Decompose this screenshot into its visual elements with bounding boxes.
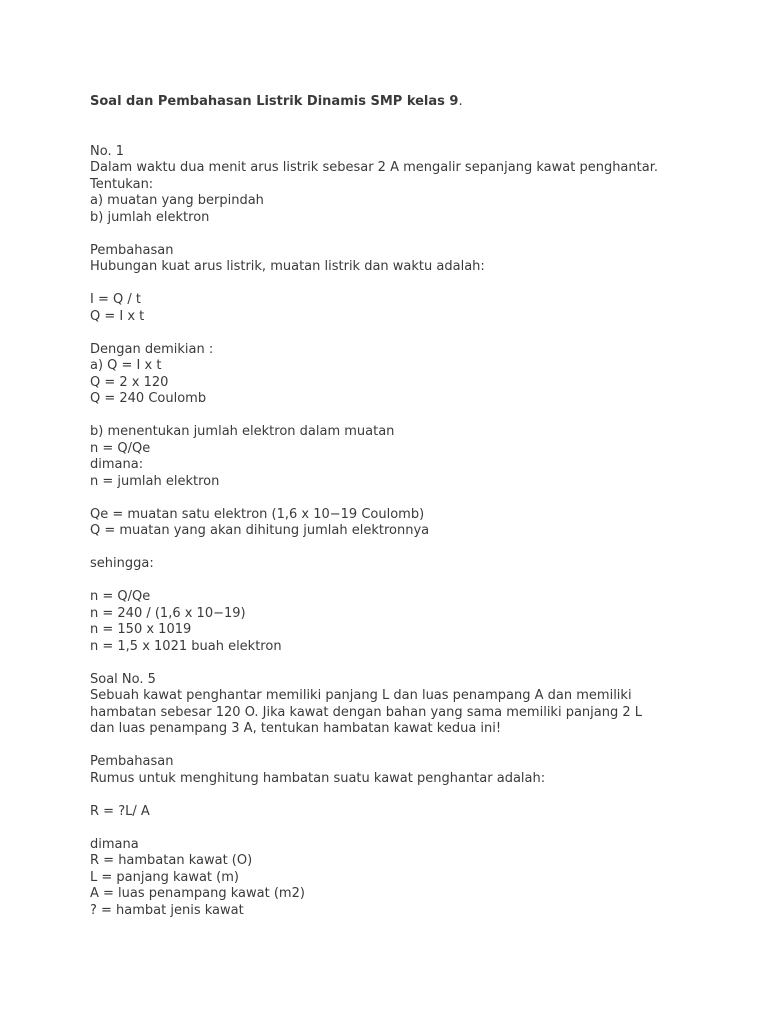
text-line: I = Q / t [90,292,141,307]
text-line: b) jumlah elektron [90,209,210,225]
document-title-text: Soal dan Pembahasan Listrik Dinamis SMP kelas 9 [90,94,459,109]
blank-line [90,655,740,672]
text-line: Q = muatan yang akan dihitung jumlah elektronnya [90,523,430,538]
text-line: dimana: [90,457,144,472]
text-line: A = luas penampang kawat (m2) [90,886,305,901]
blank-line [90,540,740,557]
text-line: a) muatan yang berpindah [90,193,264,208]
text-line: R = ?L/ A [90,803,150,819]
text-line: n = Q/Qe [90,440,151,456]
text-line: b) menentukan jumlah elektron dalam muatan [90,424,395,439]
text-line: Rumus untuk menghitung hambatan suatu kawat penghantar adalah: [90,770,546,786]
text-line: Q = 240 Coulomb [90,391,207,406]
text-line: L = panjang kawat (m) [90,869,239,885]
document-title-suffix: . [458,94,463,109]
title-spacer [90,111,740,144]
blank-line [90,738,740,755]
blank-line [90,787,740,804]
text-line: Tentukan: [90,176,154,192]
blank-line [90,226,740,243]
text-line: Sebuah kawat penghantar memiliki panjang L dan luas penampang A dan memiliki [90,688,632,703]
text-line: Q = I x t [90,308,145,324]
blank-line [90,820,740,837]
text-line: n = 240 / (1,6 x 10−19) [90,605,246,621]
text-line: Pembahasan [90,754,174,769]
text-line: Dengan demikian : [90,341,214,357]
text-line: n = Q/Qe [90,589,151,604]
text-line: Hubungan kuat arus listrik, muatan listrik dan waktu adalah: [90,259,485,274]
text-line: Dalam waktu dua menit arus listrik sebesar 2 A mengalir sepanjang kawat penghantar. [90,160,658,175]
blank-line [90,573,740,590]
blank-line [90,325,740,342]
text-line: dan luas penampang 3 A, tentukan hambatan kawat kedua ini! [90,721,502,736]
text-line: Qe = muatan satu elektron (1,6 x 10−19 Coulomb) [90,506,425,522]
blank-line [90,490,740,507]
text-line: R = hambatan kawat (O) [90,853,253,868]
text-line: hambatan sebesar 120 O. Jika kawat dengan bahan yang sama memiliki panjang 2 L [90,704,643,720]
text-line: Pembahasan [90,242,174,258]
document-lines [90,144,740,920]
text-line: Soal No. 5 [90,671,156,687]
text-line: No. 1 [90,143,124,159]
text-line: Q = 2 x 120 [90,374,169,390]
document-body [90,94,740,919]
document-title [90,94,740,111]
text-line: n = 1,5 x 1021 buah elektron [90,638,282,654]
text-line: n = jumlah elektron [90,473,220,489]
text-line: ? = hambat jenis kawat [90,902,244,918]
blank-line [90,276,740,293]
text-line: a) Q = I x t [90,358,162,373]
text-line: dimana [90,836,139,852]
text-line: sehingga: [90,556,154,571]
text-line: n = 150 x 1019 [90,622,192,637]
blank-line [90,408,740,425]
